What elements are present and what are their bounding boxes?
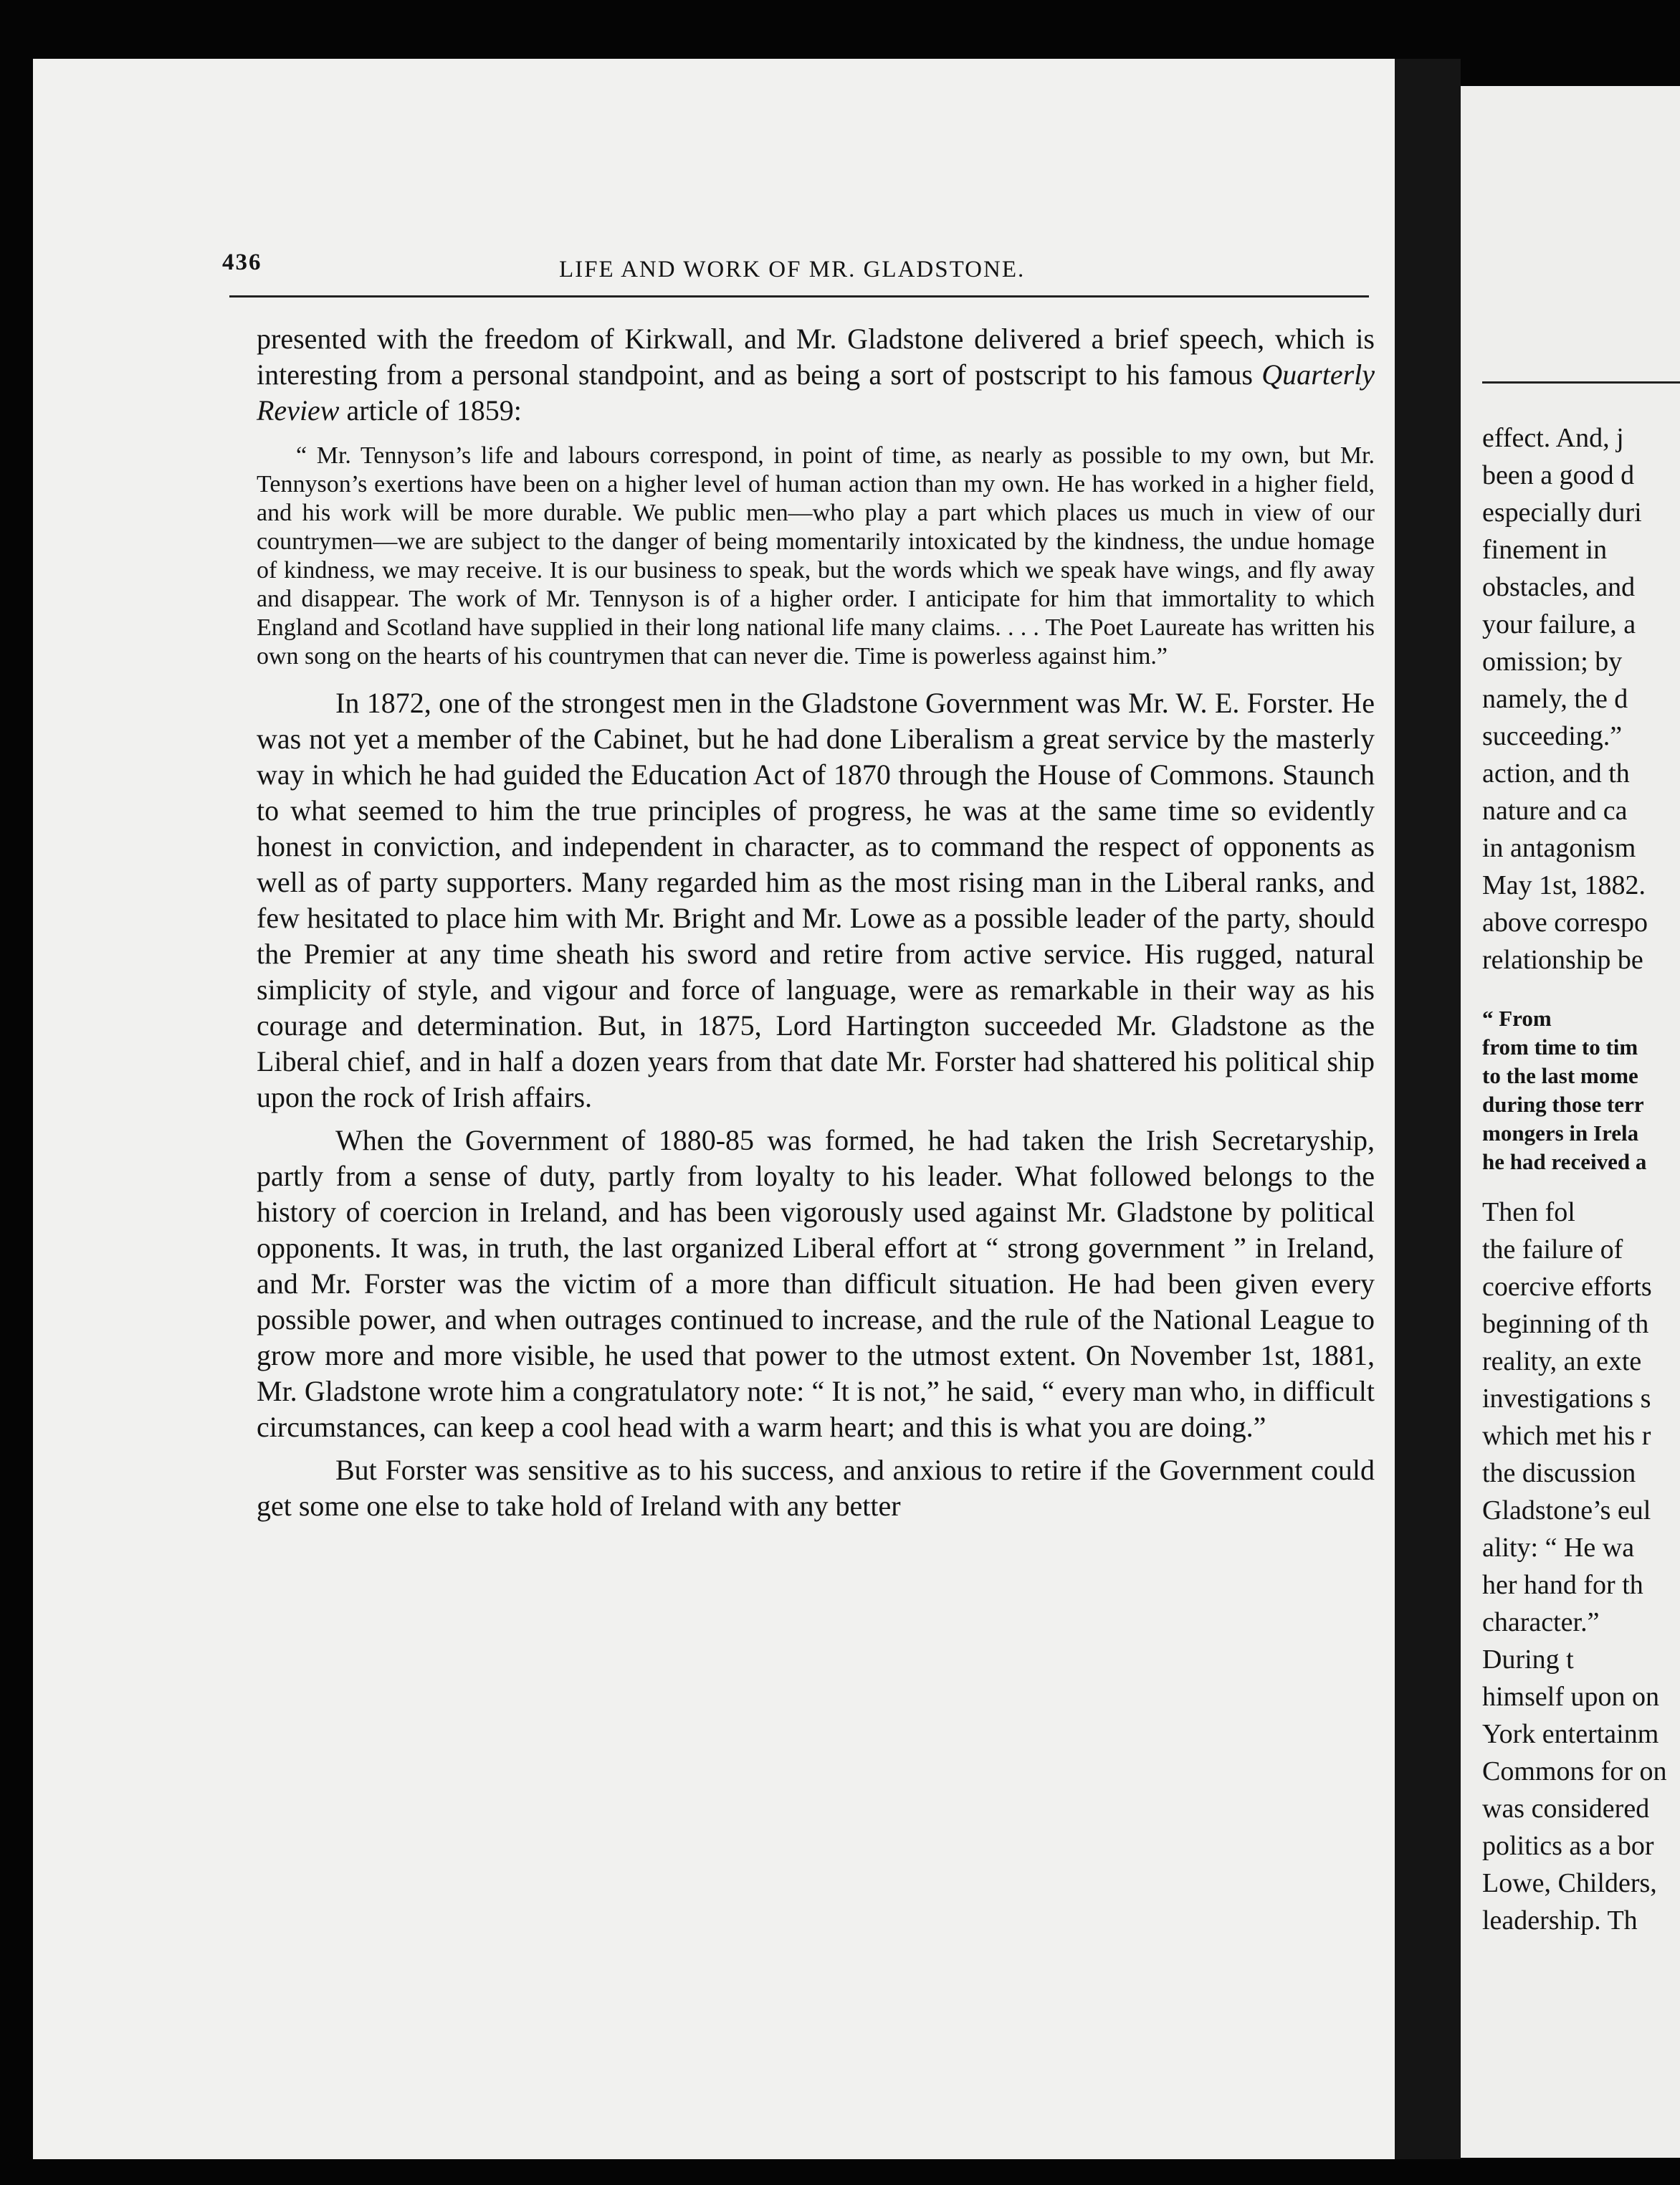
right-page-line: he had received a bbox=[1482, 1149, 1647, 1174]
right-page-line: investigations s bbox=[1482, 1384, 1651, 1414]
right-page-line: coercive efforts bbox=[1482, 1272, 1652, 1302]
right-page-line: during those terr bbox=[1482, 1092, 1644, 1117]
right-page-line: was considered bbox=[1482, 1794, 1650, 1824]
right-page-line: Commons for on bbox=[1482, 1756, 1667, 1786]
paragraph-2: In 1872, one of the strongest men in the Gladstone Government was Mr. W. E. Forster. He was not yet a member of the Cabinet, but he had done Liberalism a great service by the masterly way in which he had guided the Education Act of 1870 through the House of Commons. Staunch to what seemed to him the true principles of progress, he was at the same time so evidently honest in conviction, and independent in character, as to command the respect of opponents as well as of party supporters. Many regarded him as the most rising man in the Liberal ranks, and few hesitated to place him with Mr. Bright and Mr. Lowe as a possible leader of the party, should the Premier at any time sheath his sword and retire from active service. His rugged, natural simplicity of style, and vigour and force of language, were as remarkable in their way as his courage and determination. But, in 1875, Lord Hartington succeeded Mr. Gladstone as the Liberal chief, and in half a dozen years from that date Mr. Forster had shattered his political ship upon the rock of Irish affairs. bbox=[257, 687, 1375, 1113]
right-page-line: relationship be bbox=[1482, 945, 1643, 975]
right-page-line: York entertainm bbox=[1482, 1719, 1659, 1749]
right-page-line: her hand for th bbox=[1482, 1570, 1643, 1600]
right-page-line: your failure, a bbox=[1482, 609, 1636, 639]
right-page-line: leadership. Th bbox=[1482, 1905, 1638, 1936]
right-page-lines bbox=[1482, 419, 1667, 1939]
right-page-line: namely, the d bbox=[1482, 684, 1628, 714]
right-page-line: During t bbox=[1482, 1644, 1574, 1675]
right-page-line: from time to tim bbox=[1482, 1034, 1638, 1060]
right-page-line: in antagonism bbox=[1482, 833, 1636, 863]
page-number: 436 bbox=[222, 249, 262, 275]
right-page-line: character.” bbox=[1482, 1607, 1600, 1637]
right-page-line: May 1st, 1882. bbox=[1482, 870, 1646, 900]
paragraph-gap bbox=[1482, 979, 1667, 1000]
right-page-line: mongers in Irela bbox=[1482, 1120, 1639, 1146]
tennyson-quote: “ Mr. Tennyson’s life and labours correspond, in point of time, as nearly as possible to my own, but Mr. Tennyson’s exertions have been on a higher level of human action than my own. He has worked in a higher field, and his work will be more durable. We public men—who play a part which places us much in view of our countrymen—we are subject to the danger of being momentarily intoxicated by the kindness, the undue homage of kindness, we may receive. It is our business to speak, but the words which we speak have wings, and fly away and disappear. The work of Mr. Tennyson is of a higher order. I anticipate for him that immortality to which England and Scotland have supplied in their long national life many claims. . . . The Poet Laureate has written his own song on the hearts of his countrymen that can never die. Time is powerless against him.” bbox=[257, 442, 1375, 670]
right-page-line: omission; by bbox=[1482, 647, 1623, 677]
right-page-line: which met his r bbox=[1482, 1421, 1651, 1451]
right-page-line: beginning of th bbox=[1482, 1309, 1649, 1339]
right-page-line: “ From bbox=[1482, 1006, 1552, 1031]
paragraph-1: presented with the freedom of Kirkwall, and Mr. Gladstone delivered a brief speech, which is interesting from a personal standpoint, and as being a sort of postscript to his famous Quarterly Review article of 1859: bbox=[257, 323, 1375, 427]
right-page-line: especially duri bbox=[1482, 498, 1642, 528]
body-text bbox=[257, 321, 1375, 1531]
right-page-line: the failure of bbox=[1482, 1234, 1623, 1265]
right-page-line: Then fol bbox=[1482, 1197, 1575, 1227]
right-page-line: himself upon on bbox=[1482, 1682, 1659, 1712]
right-page-line: to the last mome bbox=[1482, 1063, 1638, 1088]
book-spine bbox=[1395, 59, 1461, 2159]
running-head bbox=[222, 249, 1369, 292]
right-page-line: nature and ca bbox=[1482, 796, 1628, 826]
right-page-line: succeeding.” bbox=[1482, 721, 1623, 751]
right-page-line: effect. And, j bbox=[1482, 423, 1624, 453]
paragraph-3: When the Government of 1880-85 was formed, he had taken the Irish Secretaryship, partly from a sense of duty, partly from loyalty to his leader. What followed belongs to the history of coercion in Ireland, and has been vigorously used against Mr. Gladstone by political opponents. It was, in truth, the last organized Liberal effort at “ strong government ” in Ireland, and Mr. Forster was the victim of a more than difficult situation. He had been given every possible power, and when outrages continued to increase, and the rule of the National League to grow more and more visible, he used that power to the utmost extent. On November 1st, 1881, Mr. Gladstone wrote him a congratulatory note: “ It is not,” he said, “ every man who, in difficult circumstances, can keep a cool head with a warm heart; and this is what you are doing.” bbox=[257, 1124, 1375, 1443]
right-page-line: ality: “ He wa bbox=[1482, 1533, 1635, 1563]
header-rule bbox=[229, 295, 1369, 297]
running-title: LIFE AND WORK OF MR. GLADSTONE. bbox=[559, 257, 1026, 282]
right-page-line: above correspo bbox=[1482, 908, 1648, 938]
right-page-line: Gladstone’s eul bbox=[1482, 1495, 1651, 1525]
right-page-line: Lowe, Childers, bbox=[1482, 1868, 1657, 1898]
right-page-line: the discussion bbox=[1482, 1458, 1636, 1488]
right-header-rule bbox=[1482, 381, 1680, 384]
right-page-text bbox=[1461, 86, 1680, 2158]
paragraph-gap bbox=[1482, 1172, 1667, 1194]
right-page-line: obstacles, and bbox=[1482, 572, 1636, 602]
paragraph-4: But Forster was sensitive as to his success, and anxious to retire if the Government could get some one else to take hold of Ireland with any better bbox=[257, 1454, 1375, 1522]
right-page-line: reality, an exte bbox=[1482, 1346, 1642, 1376]
right-page-line: action, and th bbox=[1482, 758, 1630, 789]
right-page-line: been a good d bbox=[1482, 460, 1635, 490]
right-page-line: politics as a bor bbox=[1482, 1831, 1654, 1861]
right-page-line: finement in bbox=[1482, 535, 1608, 565]
